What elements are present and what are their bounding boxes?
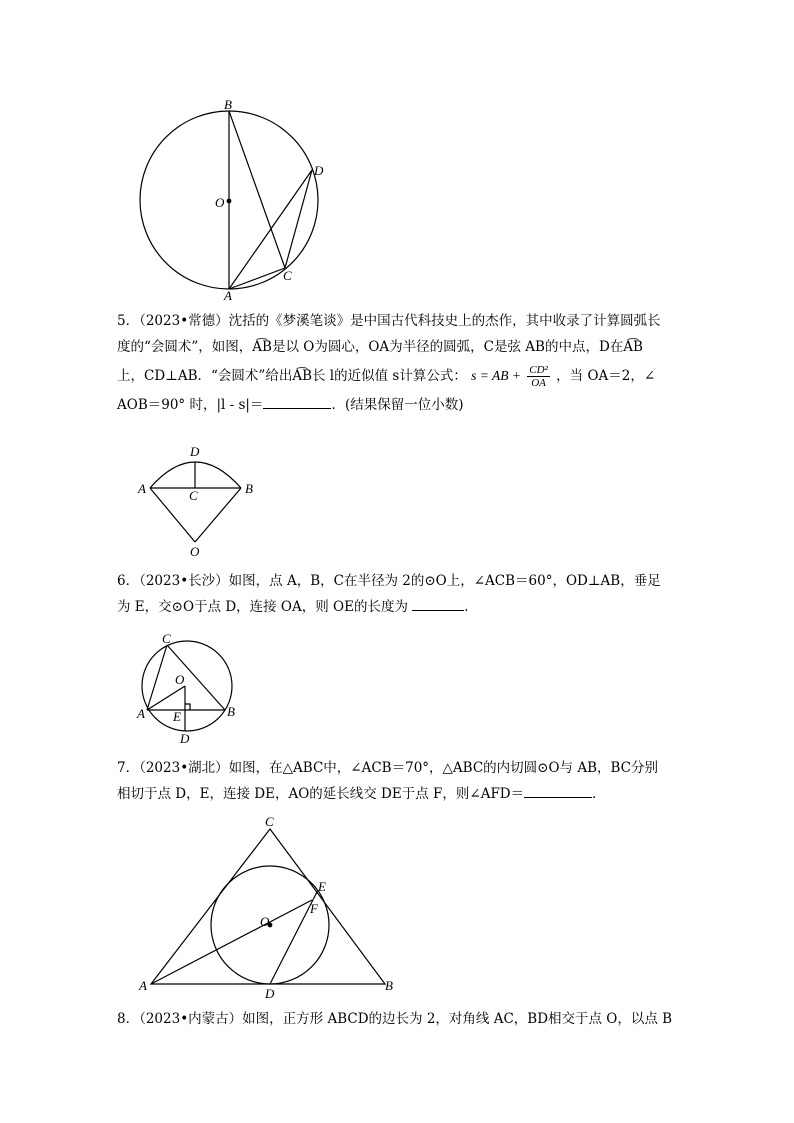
q6-line-2b: ． <box>464 599 478 615</box>
fig6-label-b: B <box>227 704 235 719</box>
q5-line-1: 5．（2023•常德）沈括的《梦溪笔谈》是中国古代科技史上的杰作，其中收录了计算圆弧长 <box>117 313 661 329</box>
fig5-label-b: B <box>245 481 253 496</box>
q5-line-2: 度的“会圆术”，如图，A͡B是以 O为圆心，OA为半径的圆弧，C是弦 AB的中点，D在A͡B <box>117 339 643 355</box>
fig7-label-f: F <box>310 901 318 916</box>
q5-line-4b: ．(结果保留一位小数) <box>331 397 464 413</box>
fig4-label-a: A <box>224 288 232 303</box>
fig5-label-d: D <box>190 444 200 459</box>
q5-formula-lhs: s = AB + <box>471 368 521 383</box>
q5-line-4 <box>117 392 677 418</box>
fig4-label-o: O <box>215 195 225 210</box>
fig4-line-bc <box>229 111 285 268</box>
fig5-label-a: A <box>138 481 146 496</box>
q6-line-2 <box>117 594 677 620</box>
figure-q7 <box>151 829 385 984</box>
q5-formula-denominator: OA <box>531 377 546 389</box>
fig7-label-o: O <box>260 914 270 929</box>
q5-answer-blank[interactable] <box>263 394 331 409</box>
q6-line-2a: 为 E，交⊙O于点 D，连接 OA，则 OE的长度为 <box>117 599 408 615</box>
fig7-label-b: B <box>385 978 393 993</box>
fig4-line-ad <box>229 170 312 289</box>
fig7-label-a: A <box>139 978 147 993</box>
q7-line-2a: 相切于点 D，E，连接 DE，AO的延长线交 DE于点 F，则∠AFD＝ <box>117 786 525 802</box>
q5-line-3 <box>117 360 677 392</box>
q6-line-1: 6．（2023•长沙）如图，点 A，B，C在半径为 2的⊙O上，∠ACB＝60°，OD⊥AB，垂足 <box>117 573 661 589</box>
figure-q4 <box>140 111 318 289</box>
q7-line-1: 7．（2023•湖北）如图，在△ABC中，∠ACB＝70°，△ABC的内切圆⊙O与 AB，BC分别 <box>117 760 659 776</box>
fig7-label-c: C <box>265 814 274 829</box>
fig6-circle <box>142 641 232 731</box>
fig6-right-angle-mark <box>185 704 190 710</box>
fig5-label-c: C <box>189 488 198 503</box>
fig6-label-a: A <box>137 706 145 721</box>
q5-line-3a: 上，CD⊥AB．“会圆术”给出A͡B长 l的近似值 s计算公式： <box>117 368 467 384</box>
q5-line-4a: AOB＝90° 时，|l - s|＝ <box>117 397 264 413</box>
fig4-line-ac <box>229 268 285 289</box>
fig6-label-c: C <box>162 631 171 646</box>
question-7 <box>117 755 677 807</box>
question-8 <box>117 1006 677 1032</box>
q5-formula-fraction <box>527 364 550 389</box>
q8-line-1: 8．（2023•内蒙古）如图，正方形 ABCD的边长为 2，对角线 AC，BD相交于点 O，以点 B <box>117 1011 673 1027</box>
fig7-triangle-abc <box>151 829 385 984</box>
fig7-label-d: D <box>265 986 275 1001</box>
question-5 <box>117 308 677 418</box>
fig6-line-ac <box>147 645 167 710</box>
fig4-label-b: B <box>224 97 232 112</box>
question-6 <box>117 568 677 620</box>
q7-line-2 <box>117 781 677 807</box>
fig5-label-o: O <box>190 544 200 559</box>
figure-q6 <box>142 641 232 731</box>
fig4-label-d: D <box>314 163 324 178</box>
q7-answer-blank[interactable] <box>524 783 592 798</box>
fig4-center-dot <box>227 199 231 203</box>
fig6-label-o: O <box>175 672 185 687</box>
fig4-line-cd <box>285 170 312 268</box>
fig7-label-e: E <box>318 879 326 894</box>
fig6-label-d: D <box>180 731 190 746</box>
fig7-line-af <box>151 900 312 984</box>
q5-line-3b: ，当 OA＝2，∠ <box>556 368 656 384</box>
q5-formula-numerator: CD² <box>529 364 548 376</box>
q7-line-2b: ． <box>592 786 606 802</box>
q6-answer-blank[interactable] <box>412 596 464 611</box>
fig6-label-e: E <box>173 709 181 724</box>
fig5-radius-ob <box>195 488 241 542</box>
fig4-label-c: C <box>283 268 292 283</box>
